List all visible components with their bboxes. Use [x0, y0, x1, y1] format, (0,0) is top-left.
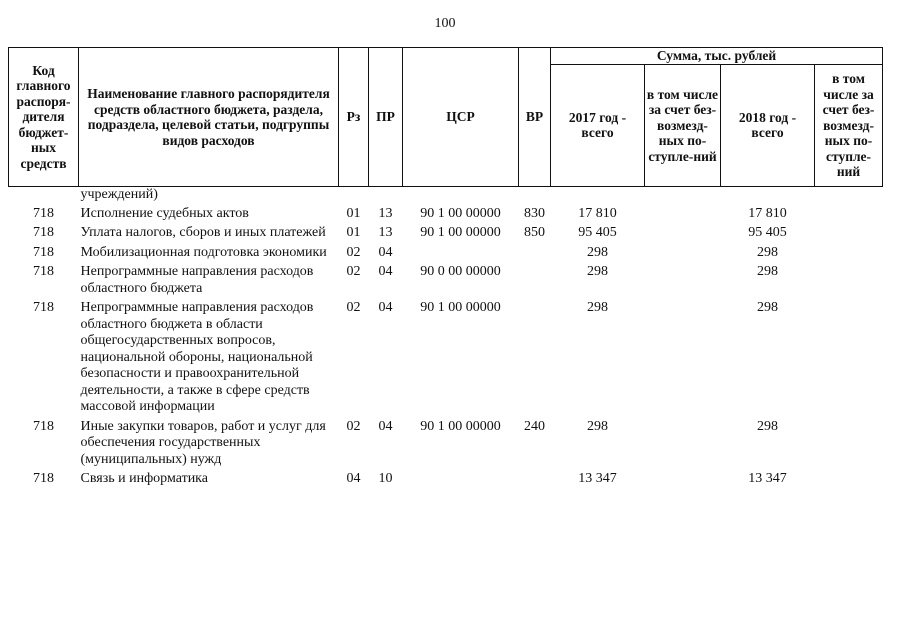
row-code: 718 — [33, 225, 54, 240]
row-rz: 02 — [346, 300, 361, 315]
row-pr: 04 — [378, 264, 393, 279]
table-row — [9, 261, 883, 297]
row-name: Непрограммные направления расходов областного бюджета в области общегосударственных вопросов, национальной обороны, национальной безопасности и правоохранительной деятельности, а также в сфере средств массовой информации — [80, 300, 314, 414]
row-csr: 90 1 00 00000 — [420, 418, 501, 434]
row-csr: 90 0 00 00000 — [420, 264, 501, 279]
row-2018-free — [815, 204, 883, 223]
header-pr: ПР — [369, 48, 403, 187]
row-code: 718 — [33, 300, 54, 315]
row-rz: 01 — [346, 205, 361, 221]
row-vr: 240 — [524, 418, 545, 434]
row-2017-free — [645, 261, 721, 297]
row-csr — [403, 468, 519, 488]
row-rz: 04 — [346, 471, 361, 486]
row-2017-total: 298 — [587, 418, 608, 434]
row-name: Мобилизационная подготовка экономики — [80, 244, 327, 260]
row-2018-free — [815, 416, 883, 469]
row-name: Иные закупки товаров, работ и услуг для обеспечения государственных (муниципальных) нужд — [80, 418, 326, 467]
row-2017-total: 298 — [587, 300, 608, 315]
budget-table — [8, 47, 883, 488]
row-pr: 13 — [378, 225, 393, 240]
row-2017-free — [645, 416, 721, 469]
header-sum: Сумма, тыс. рублей — [551, 48, 883, 65]
header-2018-total: 2018 год - всего — [721, 64, 815, 187]
row-vr — [519, 261, 551, 297]
continuation-row — [9, 187, 883, 204]
table-row — [9, 297, 883, 416]
row-2017-total: 17 810 — [578, 205, 617, 221]
header-code: Код главного распоря-дителя бюджет-ных средств — [9, 48, 79, 187]
row-name: Уплата налогов, сборов и иных платежей — [80, 225, 326, 240]
row-2018-free — [815, 222, 883, 242]
row-2017-total: 95 405 — [578, 225, 617, 240]
row-pr: 13 — [378, 205, 393, 221]
table-row — [9, 242, 883, 262]
page-number: 100 — [434, 16, 456, 31]
row-rz: 02 — [346, 264, 361, 279]
row-name: Связь и информатика — [80, 471, 208, 486]
row-csr — [403, 242, 519, 262]
table-row — [9, 468, 883, 488]
row-2017-total: 298 — [587, 244, 608, 260]
row-2017-total: 13 347 — [578, 471, 617, 486]
row-pr: 04 — [378, 418, 393, 434]
row-vr: 830 — [524, 205, 545, 221]
row-2018-total: 17 810 — [748, 205, 787, 221]
row-2018-free — [815, 261, 883, 297]
row-2018-free — [815, 242, 883, 262]
row-csr: 90 1 00 00000 — [420, 205, 501, 221]
row-2018-free — [815, 468, 883, 488]
row-code: 718 — [33, 418, 54, 434]
row-code: 718 — [33, 471, 54, 486]
header-vr: ВР — [519, 48, 551, 187]
row-2017-total: 298 — [587, 264, 608, 279]
row-code: 718 — [33, 264, 54, 279]
continuation-text: учреждений) — [80, 187, 158, 202]
row-pr: 04 — [378, 244, 393, 260]
row-2018-total: 298 — [757, 418, 778, 434]
row-pr: 10 — [378, 471, 393, 486]
row-vr — [519, 242, 551, 262]
header-name: Наименование главного распорядителя средств областного бюджета, раздела, подраздела, целевой статьи, подгруппы видов расходов — [79, 48, 339, 187]
row-vr — [519, 297, 551, 416]
header-csr: ЦСР — [403, 48, 519, 187]
header-2017-total: 2017 год - всего — [551, 64, 645, 187]
table-row — [9, 222, 883, 242]
table-row — [9, 416, 883, 469]
row-2018-free — [815, 297, 883, 416]
row-csr: 90 1 00 00000 — [420, 225, 501, 240]
row-csr: 90 1 00 00000 — [420, 300, 501, 315]
row-vr: 850 — [524, 225, 545, 240]
row-name: Непрограммные направления расходов областного бюджета — [80, 264, 314, 296]
row-2017-free — [645, 468, 721, 488]
row-2018-total: 298 — [757, 244, 778, 260]
header-rz: Рз — [339, 48, 369, 187]
row-code: 718 — [33, 205, 54, 221]
row-2017-free — [645, 297, 721, 416]
row-code: 718 — [33, 244, 54, 260]
row-rz: 02 — [346, 418, 361, 434]
header-2017-free: в том числе за счет без-возмезд-ных по-ступле-ний — [645, 64, 721, 187]
table-row — [9, 204, 883, 223]
row-2018-total: 298 — [757, 300, 778, 315]
header-2018-free: в том числе за счет без-возмезд-ных по-ступле-ний — [815, 64, 883, 187]
row-rz: 01 — [346, 225, 361, 240]
row-2018-total: 95 405 — [748, 225, 787, 240]
row-2017-free — [645, 222, 721, 242]
row-2017-free — [645, 204, 721, 223]
row-pr: 04 — [378, 300, 393, 315]
row-2017-free — [645, 242, 721, 262]
row-vr — [519, 468, 551, 488]
row-2018-total: 298 — [757, 264, 778, 279]
row-2018-total: 13 347 — [748, 471, 787, 486]
row-name: Исполнение судебных актов — [80, 205, 249, 221]
row-rz: 02 — [346, 244, 361, 260]
